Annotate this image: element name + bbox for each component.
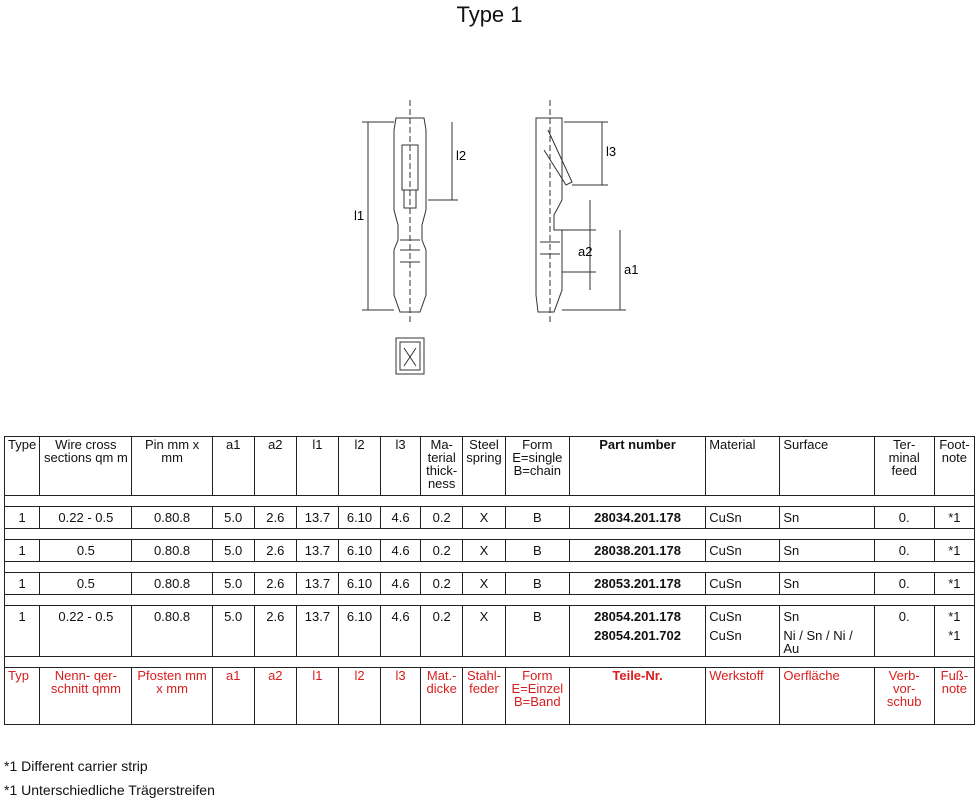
header-cell: Oerfläche	[780, 668, 874, 725]
cell-wire: 0.22 - 0.5	[40, 606, 132, 657]
header-cell: Pfosten mm x mm	[132, 668, 212, 725]
cell-note-line: *1	[948, 576, 961, 591]
cell-note-line: *1	[948, 510, 961, 525]
table-row	[5, 540, 975, 562]
header-cell: l3	[381, 668, 421, 725]
cell-feed: 0.	[874, 606, 934, 657]
cell-thick: 0.2	[421, 606, 463, 657]
header-cell: Ter- minal feed	[874, 437, 934, 496]
cell-surfaces	[780, 606, 874, 657]
cell-a1: 5.0	[212, 573, 254, 595]
cell-l3: 4.6	[381, 606, 421, 657]
cell-a2: 2.6	[254, 507, 296, 529]
cell-l3: 4.6	[381, 507, 421, 529]
cell-surfaces	[780, 540, 874, 562]
cell-thick: 0.2	[421, 540, 463, 562]
cell-thick: 0.2	[421, 573, 463, 595]
table-row	[5, 606, 975, 657]
header-cell: l2	[338, 437, 380, 496]
cell-a1: 5.0	[212, 507, 254, 529]
cell-materials-line: CuSn	[709, 543, 742, 558]
header-cell: Mat.- dicke	[421, 668, 463, 725]
cell-notes	[934, 540, 974, 562]
header-cell: l1	[296, 437, 338, 496]
cell-l3: 4.6	[381, 573, 421, 595]
cell-type: 1	[5, 606, 40, 657]
label-l3: l3	[606, 144, 617, 159]
cell-surfaces	[780, 573, 874, 595]
cell-notes	[934, 507, 974, 529]
header-cell: Wire cross sections qm m	[40, 437, 132, 496]
table-row	[5, 507, 975, 529]
cell-materials	[706, 540, 780, 562]
footnote-de: *1 Unterschiedliche Trägerstreifen	[4, 782, 215, 798]
cell-parts	[569, 540, 705, 562]
header-cell: l2	[338, 668, 380, 725]
cell-spring: X	[463, 606, 506, 657]
cell-type: 1	[5, 540, 40, 562]
cell-spring: X	[463, 507, 506, 529]
cell-note-line: *1	[948, 609, 961, 624]
cell-a2: 2.6	[254, 540, 296, 562]
cell-pin: 0.80.8	[132, 507, 212, 529]
header-cell: Ma- terial thick- ness	[421, 437, 463, 496]
cell-surfaces-line: Sn	[783, 576, 800, 591]
cell-l2: 6.10	[338, 573, 380, 595]
cell-notes	[934, 573, 974, 595]
header-cell: a1	[212, 437, 254, 496]
cell-l1: 13.7	[296, 540, 338, 562]
cell-a1: 5.0	[212, 540, 254, 562]
label-l1: l1	[354, 208, 365, 223]
cell-materials	[706, 573, 780, 595]
cell-parts	[569, 606, 705, 657]
cell-l3: 4.6	[381, 540, 421, 562]
header-cell: Pin mm x mm	[132, 437, 212, 496]
cell-l2: 6.10	[338, 507, 380, 529]
cell-l1: 13.7	[296, 507, 338, 529]
header-row-de	[5, 668, 975, 725]
header-cell: Material	[706, 437, 780, 496]
header-cell: Werkstoff	[706, 668, 780, 725]
header-cell: Typ	[5, 668, 40, 725]
cell-pin: 0.80.8	[132, 573, 212, 595]
cell-materials-line: CuSn	[709, 628, 742, 643]
cell-surfaces	[780, 507, 874, 529]
cell-a2: 2.6	[254, 573, 296, 595]
cell-materials-line: CuSn	[709, 576, 742, 591]
footnote-en: *1 Different carrier strip	[4, 758, 148, 774]
cell-surfaces-line: Sn	[783, 510, 800, 525]
cell-form: B	[505, 573, 569, 595]
header-cell: Form E=Einzel B=Band	[505, 668, 569, 725]
cell-feed: 0.	[874, 507, 934, 529]
cell-form: B	[505, 606, 569, 657]
terminal-drawing	[340, 90, 640, 390]
label-a2: a2	[578, 244, 593, 259]
cell-parts	[569, 573, 705, 595]
cell-l2: 6.10	[338, 540, 380, 562]
header-cell: a1	[212, 668, 254, 725]
cell-wire: 0.5	[40, 573, 132, 595]
cell-thick: 0.2	[421, 507, 463, 529]
cell-form: B	[505, 540, 569, 562]
cell-pin: 0.80.8	[132, 540, 212, 562]
cell-a2: 2.6	[254, 606, 296, 657]
cell-wire: 0.5	[40, 540, 132, 562]
cell-wire: 0.22 - 0.5	[40, 507, 132, 529]
cell-form: B	[505, 507, 569, 529]
cell-notes	[934, 606, 974, 657]
cell-type: 1	[5, 573, 40, 595]
header-cell: Steel spring	[463, 437, 506, 496]
cell-materials-line: CuSn	[709, 609, 742, 624]
cell-pin: 0.80.8	[132, 606, 212, 657]
header-cell: Fuß- note	[934, 668, 974, 725]
cell-note-line: *1	[948, 543, 961, 558]
cell-materials-line: CuSn	[709, 510, 742, 525]
cell-surfaces-line: Ni / Sn / Ni / Au	[783, 628, 853, 656]
cell-a1: 5.0	[212, 606, 254, 657]
cell-l1: 13.7	[296, 573, 338, 595]
cell-feed: 0.	[874, 573, 934, 595]
header-cell: l3	[381, 437, 421, 496]
cell-l2: 6.10	[338, 606, 380, 657]
header-cell: Teile-Nr.	[569, 668, 705, 725]
cell-l1: 13.7	[296, 606, 338, 657]
header-cell: Part number	[569, 437, 705, 496]
label-l2: l2	[456, 148, 467, 163]
header-cell: Type	[5, 437, 40, 496]
header-row-en	[5, 437, 975, 496]
cell-parts	[569, 507, 705, 529]
header-cell: Foot- note	[934, 437, 974, 496]
cell-parts-line: 28053.201.178	[594, 576, 681, 591]
cell-parts-line: 28054.201.702	[594, 628, 681, 643]
header-cell: a2	[254, 437, 296, 496]
header-cell: Stahl- feder	[463, 668, 506, 725]
cell-type: 1	[5, 507, 40, 529]
table-row	[5, 573, 975, 595]
header-cell: l1	[296, 668, 338, 725]
header-cell: a2	[254, 668, 296, 725]
cell-spring: X	[463, 573, 506, 595]
cell-parts-line: 28034.201.178	[594, 510, 681, 525]
header-cell: Surface	[780, 437, 874, 496]
cell-note-line: *1	[948, 628, 961, 643]
cell-feed: 0.	[874, 540, 934, 562]
cell-surfaces-line: Sn	[783, 609, 800, 624]
cell-materials	[706, 507, 780, 529]
header-cell: Verb- vor- schub	[874, 668, 934, 725]
label-a1: a1	[624, 262, 639, 277]
cell-surfaces-line: Sn	[783, 543, 800, 558]
cell-spring: X	[463, 540, 506, 562]
spec-table	[4, 436, 975, 725]
cell-materials	[706, 606, 780, 657]
page-title: Type 1	[456, 2, 523, 27]
cell-parts-line: 28038.201.178	[594, 543, 681, 558]
header-cell: Form E=single B=chain	[505, 437, 569, 496]
header-cell: Nenn- qer- schnitt qmm	[40, 668, 132, 725]
cell-parts-line: 28054.201.178	[594, 609, 681, 624]
